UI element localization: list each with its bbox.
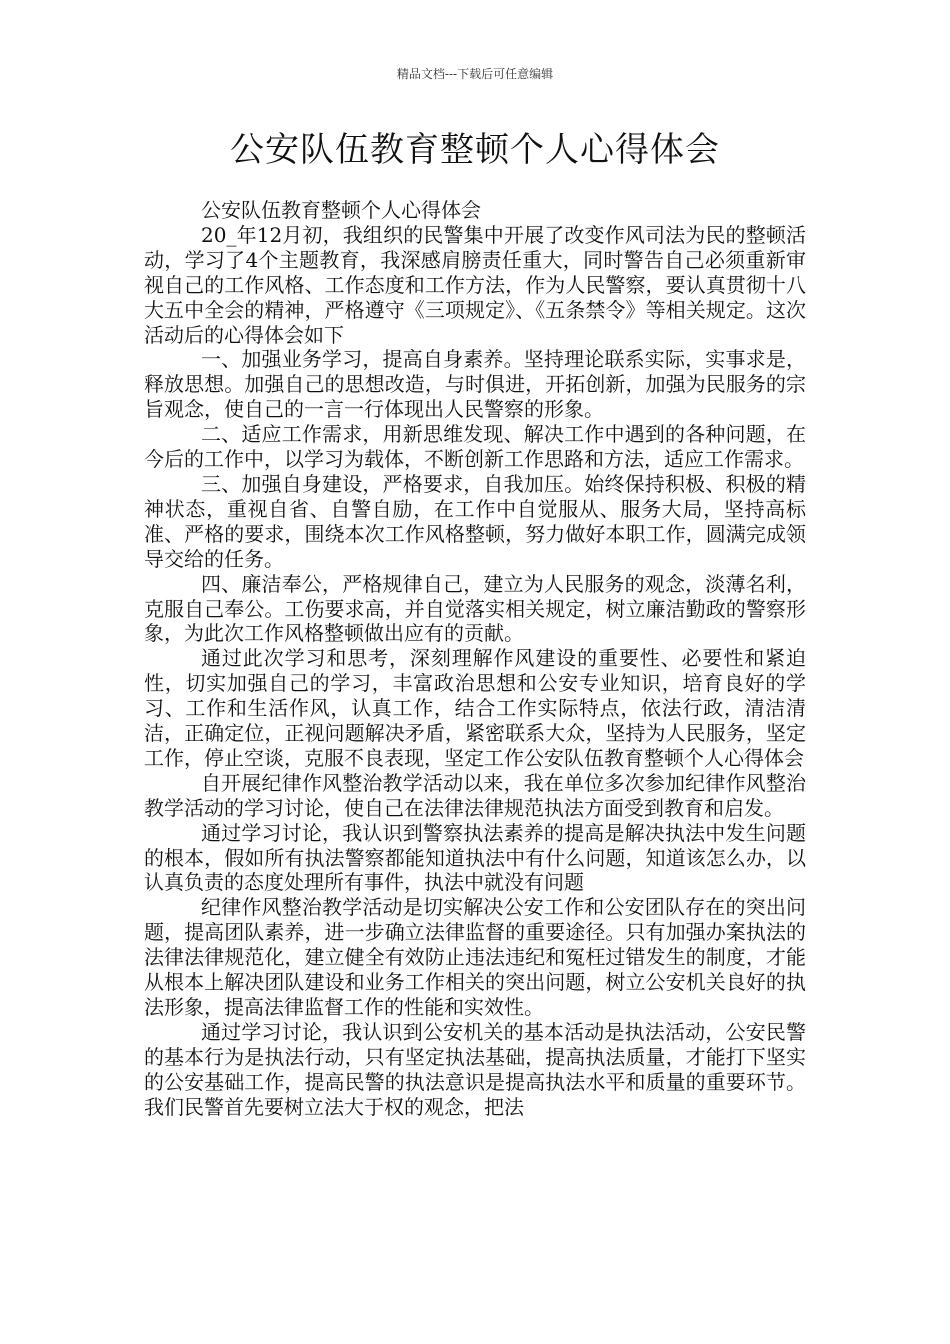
document-body (144, 198, 806, 1120)
paragraph-summary: 通过此次学习和思考，深刻理解作风建设的重要性、必要性和紧迫性，切实加强自己的学习，丰富政治思想和公安专业知识，培育良好的学习、工作和生活作风，认真工作，结合工作实际特点，依法行政，清洁清洁，正确定位，正视问题解决矛盾，紧密联系大众，坚持为人民服务，坚定工作，停止空谈，克服不良表现，坚定工作公安队伍教育整顿个人心得体会 (144, 646, 806, 770)
paragraph-point-2: 二、适应工作需求，用新思维发现、解决工作中遇到的各种问题，在今后的工作中，以学习为载体，不断创新工作思路和方法，适应工作需求。 (144, 422, 806, 472)
header-note: 精品文档---下载后可任意编辑 (396, 67, 554, 81)
paragraph-point-1: 一、加强业务学习，提高自身素养。坚持理论联系实际，实事求是，释放思想。加强自己的思想改造，与时俱进，开拓创新，加强为民服务的宗旨观念，使自己的一言一行体现出人民警察的形象。 (144, 347, 806, 422)
paragraph-point-3: 三、加强自身建设，严格要求，自我加压。始终保持积极、积极的精神状态，重视自省、自警自励，在工作中自觉服从、服务大局，坚持高标准、严格的要求，围绕本次工作风格整顿，努力做好本职工作，圆满完成领导交给的任务。 (144, 471, 806, 571)
paragraph-subtitle: 公安队伍教育整顿个人心得体会 (201, 198, 481, 222)
paragraph-discipline-2: 纪律作风整治教学活动是切实解决公安工作和公安团队存在的突出问题，提高团队素养，进一步确立法律监督的重要途径。只有加强办案执法的法律法律规范化，建立健全有效防止违法违纪和冤枉过错发生的制度，才能从根本上解决团队建设和业务工作相关的突出问题，树立公安机关良好的执法形象，提高法律监督工作的性能和实效性。 (144, 895, 806, 1019)
paragraph-discipline-1: 通过学习讨论，我认识到警察执法素养的提高是解决执法中发生问题的根本，假如所有执法警察都能知道执法中有什么问题，知道该怎么办，以认真负责的态度处理所有事件，执法中就没有问题 (144, 820, 806, 895)
document-title: 公安队伍教育整顿个人心得体会 (230, 130, 720, 170)
paragraph-point-4: 四、廉洁奉公，严格规律自己，建立为人民服务的观念，淡薄名利，克服自己奉公。工伤要求高，并自觉落实相关规定，树立廉洁勤政的警察形象，为此次工作风格整顿做出应有的贡献。 (144, 571, 806, 646)
paragraph-intro: 20_年12月初，我组织的民警集中开展了改变作风司法为民的整顿活动，学习了4个主题教育，我深感肩膀责任重大，同时警告自己必须重新审视自己的工作风格、工作态度和工作方法，作为人民警察，要认真贯彻十八大五中全会的精神，严格遵守《三项规定》、《五条禁令》等相关规定。这次活动后的心得体会如下 (144, 222, 806, 347)
paragraph-discipline-3: 通过学习讨论，我认识到公安机关的基本活动是执法活动，公安民警的基本行为是执法行动，只有坚定执法基础，提高执法质量，才能打下坚实的公安基础工作，提高民警的执法意识是提高执法水平和质量的重要环节。我们民警首先要树立法大于权的观念，把法 (144, 1019, 806, 1119)
paragraph-discipline-intro: 自开展纪律作风整治教学活动以来，我在单位多次参加纪律作风整治教学活动的学习讨论，使自己在法律法律规范执法方面受到教育和启发。 (144, 770, 806, 820)
